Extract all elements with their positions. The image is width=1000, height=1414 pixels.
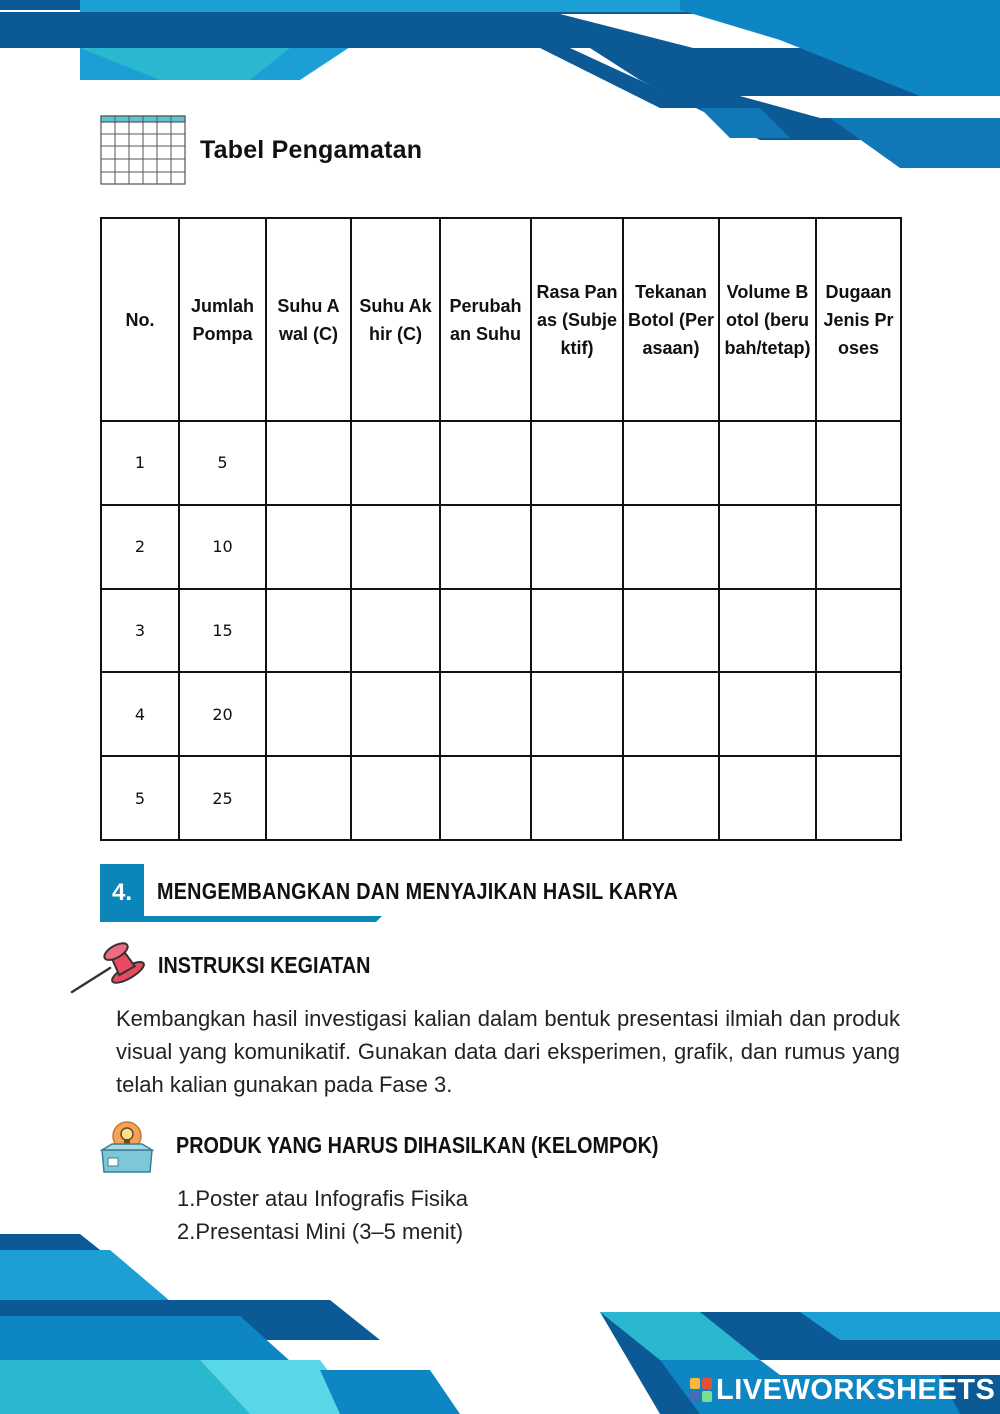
section-number: 4.	[100, 864, 144, 922]
answer-cell[interactable]	[266, 421, 351, 505]
list-item	[177, 1215, 468, 1248]
answer-cell[interactable]	[351, 756, 440, 840]
answer-cell[interactable]	[531, 672, 623, 756]
table-header	[100, 115, 422, 185]
item-number: 1.	[177, 1186, 196, 1211]
section-title: MENGEMBANGKAN DAN MENYAJIKAN HASIL KARYA	[157, 878, 678, 904]
pump-count: 20	[179, 672, 266, 756]
column-header: Perubahan Suhu	[440, 218, 531, 421]
answer-cell[interactable]	[266, 672, 351, 756]
answer-cell[interactable]	[266, 505, 351, 589]
answer-cell[interactable]	[266, 756, 351, 840]
answer-cell[interactable]	[351, 505, 440, 589]
answer-cell[interactable]	[719, 672, 816, 756]
answer-cell[interactable]	[440, 421, 531, 505]
answer-cell[interactable]	[440, 505, 531, 589]
answer-cell[interactable]	[440, 756, 531, 840]
observation-table	[100, 217, 902, 841]
row-number: 5	[101, 756, 179, 840]
answer-cell[interactable]	[816, 505, 901, 589]
grid-table-icon	[100, 115, 186, 185]
column-header: Suhu Akhir (C)	[351, 218, 440, 421]
table-row	[101, 672, 901, 756]
product-box-icon	[100, 1118, 154, 1174]
table-row	[101, 505, 901, 589]
item-text: Poster atau Infografis Fisika	[195, 1186, 469, 1211]
answer-cell[interactable]	[440, 672, 531, 756]
answer-cell[interactable]	[623, 421, 719, 505]
answer-cell[interactable]	[531, 756, 623, 840]
answer-cell[interactable]	[816, 589, 901, 673]
products-title: PRODUK YANG HARUS DIHASILKAN (KELOMPOK)	[176, 1132, 659, 1158]
pump-count: 10	[179, 505, 266, 589]
pushpin-icon	[70, 936, 154, 996]
pump-count: 15	[179, 589, 266, 673]
answer-cell[interactable]	[816, 756, 901, 840]
row-number: 1	[101, 421, 179, 505]
pump-count: 5	[179, 421, 266, 505]
answer-cell[interactable]	[623, 505, 719, 589]
liveworksheets-brand[interactable]	[690, 1372, 995, 1408]
item-text: Presentasi Mini (3–5 menit)	[195, 1219, 464, 1244]
answer-cell[interactable]	[719, 589, 816, 673]
item-number: 2.	[177, 1219, 196, 1244]
table-header-row	[101, 218, 901, 421]
answer-cell[interactable]	[816, 672, 901, 756]
answer-cell[interactable]	[719, 421, 816, 505]
row-number: 4	[101, 672, 179, 756]
answer-cell[interactable]	[351, 672, 440, 756]
answer-cell[interactable]	[531, 589, 623, 673]
answer-cell[interactable]	[351, 421, 440, 505]
column-header: Dugaan Jenis Proses	[816, 218, 901, 421]
answer-cell[interactable]	[623, 756, 719, 840]
column-header: Jumlah Pompa	[179, 218, 266, 421]
column-header: Tekanan Botol (Perasaan)	[623, 218, 719, 421]
table-row	[101, 589, 901, 673]
answer-cell[interactable]	[816, 421, 901, 505]
answer-cell[interactable]	[351, 589, 440, 673]
brand-name: LIVEWORKSHEETS	[716, 1373, 996, 1406]
product-list	[177, 1182, 468, 1248]
answer-cell[interactable]	[531, 505, 623, 589]
row-number: 3	[101, 589, 179, 673]
column-header: Volume Botol (berubah/tetap)	[719, 218, 816, 421]
answer-cell[interactable]	[531, 421, 623, 505]
table-row	[101, 756, 901, 840]
page-title: Tabel Pengamatan	[200, 135, 423, 164]
answer-cell[interactable]	[719, 756, 816, 840]
answer-cell[interactable]	[623, 589, 719, 673]
instruction-text: Kembangkan hasil investigasi kalian dalam bentuk presentasi ilmiah dan produk visual yang komunikatif. Gunakan data dari eksperimen, grafik, dan rumus yang telah kalian gunakan pada Fase 3.	[116, 1006, 900, 1097]
column-header: Rasa Panas (Subjektif)	[531, 218, 623, 421]
liveworksheets-logo-icon	[690, 1378, 712, 1402]
answer-cell[interactable]	[266, 589, 351, 673]
column-header: No.	[101, 218, 179, 421]
row-number: 2	[101, 505, 179, 589]
answer-cell[interactable]	[719, 505, 816, 589]
answer-cell[interactable]	[440, 589, 531, 673]
pump-count: 25	[179, 756, 266, 840]
column-header: Suhu Awal (C)	[266, 218, 351, 421]
answer-cell[interactable]	[623, 672, 719, 756]
instruction-title: INSTRUKSI KEGIATAN	[158, 952, 371, 978]
table-row	[101, 421, 901, 505]
list-item	[177, 1182, 468, 1215]
